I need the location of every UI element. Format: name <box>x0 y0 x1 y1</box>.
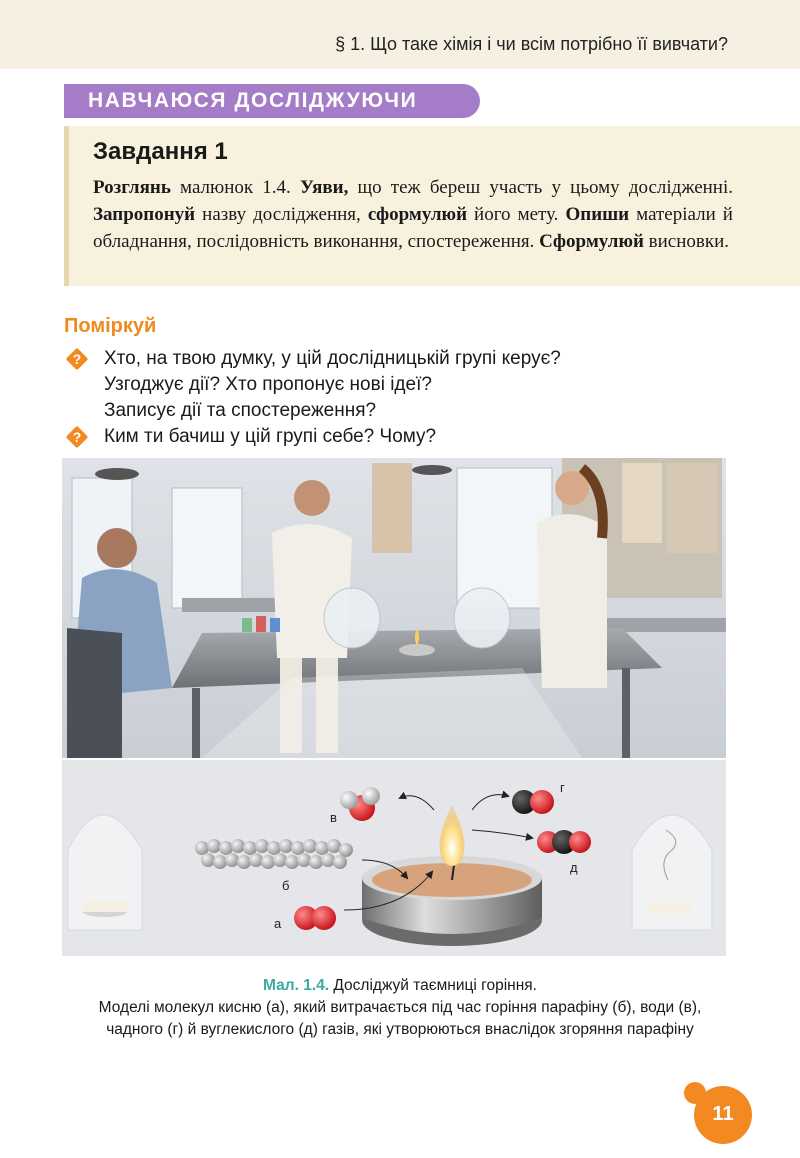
combustion-diagram <box>62 760 726 956</box>
question-2: Ким ти бачиш у цій групі себе? Чому? <box>104 426 437 447</box>
caption-line-3: чадного (г) й вуглекислого (д) газів, які утворюються внаслідок згоряння парафіну <box>106 1021 694 1038</box>
task-keyword: сформулюй <box>367 204 468 225</box>
figure-caption <box>40 975 760 1041</box>
label-b: б <box>282 878 290 893</box>
label-a: а <box>274 916 282 931</box>
label-d: д <box>570 860 578 875</box>
section-heading <box>64 84 480 118</box>
question-1-line-3: Записує дії та спостереження? <box>104 400 377 421</box>
task-keyword: Запропонуй <box>93 204 196 225</box>
caption-line-2: Моделі молекул кисню (а), який витрачається під час горіння парафіну (б), води (в), <box>98 999 702 1016</box>
task-keyword: Розглянь <box>93 177 171 198</box>
task-text-run: висновки. <box>643 231 730 252</box>
task-text-run: що теж береш участь у цьому дослідженні. <box>348 177 733 198</box>
page-number <box>694 1086 752 1144</box>
task-text <box>93 174 733 255</box>
page-number-label: 11 <box>712 1103 734 1125</box>
svg-text:?: ? <box>72 429 82 445</box>
question-1-line-2: Узгоджує дії? Хто пропонує нові ідеї? <box>104 374 432 395</box>
question-diamond-icon <box>64 424 90 450</box>
task-text-run: його мету. <box>467 204 566 225</box>
think-heading: Поміркуй <box>64 315 157 337</box>
header-bar <box>0 0 800 69</box>
task-text-run: назву дослідження, <box>195 204 368 225</box>
lab-photo <box>62 458 726 758</box>
task-text-run: матеріали й обладнання, послідовність виконання, спостереження. <box>93 204 733 252</box>
task-keyword: Уяви, <box>299 177 349 198</box>
section-heading-label: НАВЧАЮСЯ ДОСЛІДЖУЮЧИ <box>88 89 418 112</box>
caption-title: Досліджуй таємниці горіння. <box>329 977 537 994</box>
svg-text:?: ? <box>72 351 82 367</box>
task-keyword: Сформулюй <box>539 231 644 252</box>
question-1-line-1: Хто, на твою думку, у цій дослідницькій групі керує? <box>104 348 561 369</box>
running-header: § 1. Що таке хімія і чи всім потрібно її вивчати? <box>335 34 728 54</box>
label-g: г <box>560 780 565 795</box>
question-diamond-icon <box>64 346 90 372</box>
task-box <box>64 126 800 286</box>
caption-label: Мал. 1.4. <box>263 977 330 994</box>
label-v: в <box>330 810 337 825</box>
task-keyword: Опиши <box>565 204 630 225</box>
task-text-run: малюнок 1.4. <box>170 177 300 198</box>
task-title: Завдання 1 <box>93 138 228 165</box>
